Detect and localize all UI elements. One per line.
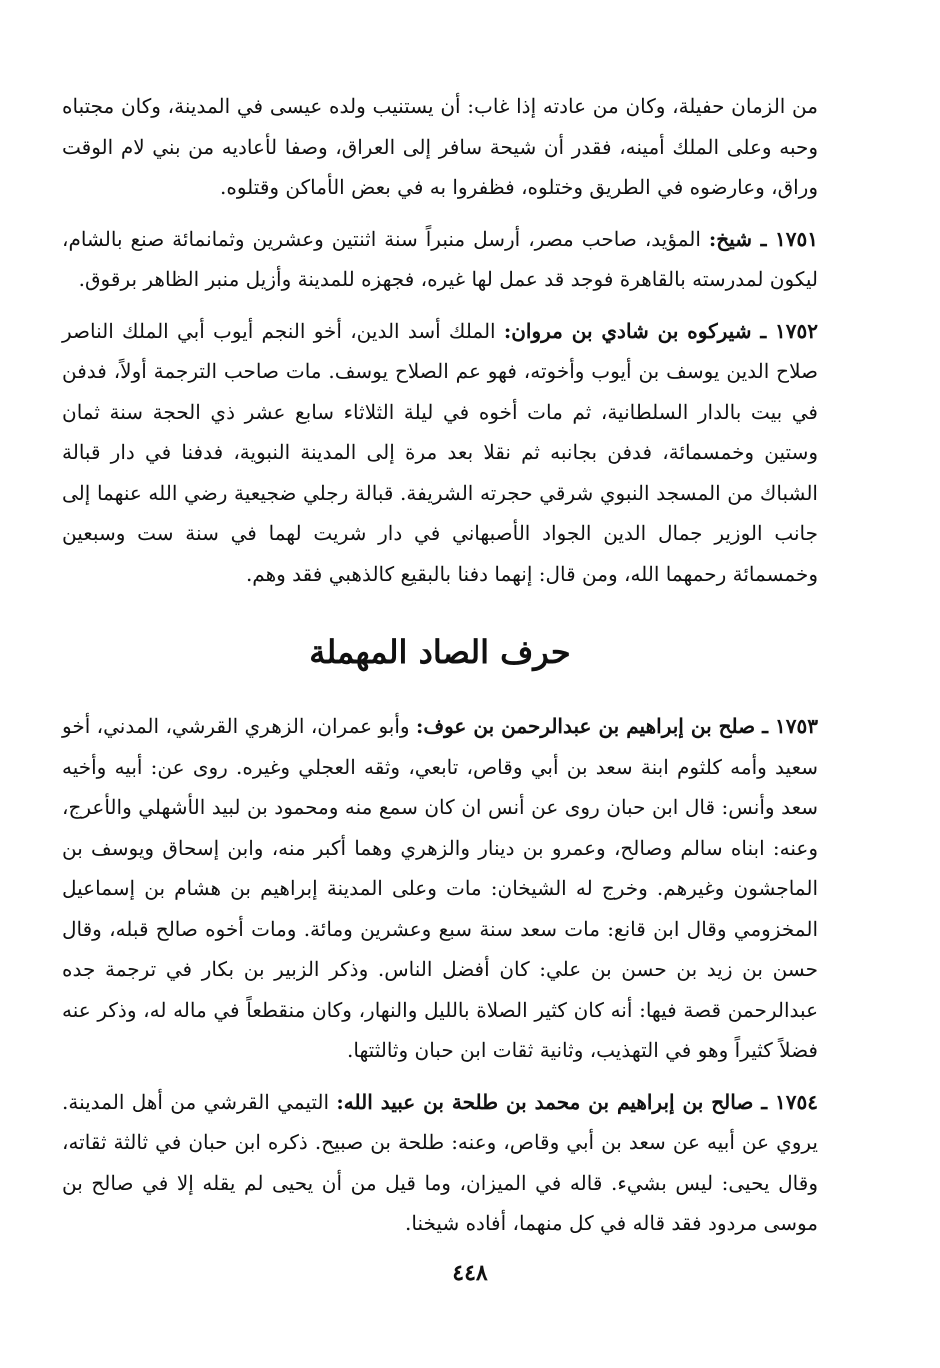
paragraph-text: من الزمان حفيلة، وكان من عادته إذا غاب: أن يستنيب ولده عيسى في المدينة، وكان مجتباه وحبه وعلى الملك أمينه، فقدر أن شيحة سافر إلى العراق، وصفا لأعاديه من بني لام الوقت وراق، وعارضوه في الطريق وختلوه، فظفروا به في بعض الأماكن وقتلوه.: [62, 94, 818, 199]
section-title: حرف الصاد المهملة: [309, 633, 571, 671]
continued-paragraph: [62, 86, 818, 208]
entry-heading: ١٧٥٣ ـ صلح بن إبراهيم بن عبدالرحمن بن عوف:: [415, 714, 818, 738]
entry-heading: ١٧٥٢ ـ شيركوه بن شادي بن مروان:: [503, 318, 818, 343]
entry-text: المؤيد، صاحب مصر، أرسل منبراً سنة اثنتين وعشرين وثمانمائة صنع بالشام، ليكون لمدرسته بالقاهرة فوجد قد عمل لها غيره، فجهزه للمدينة وأزيل منبر الظاهر برقوق.: [62, 226, 818, 291]
entry-text: وأبو عمران، الزهري القرشي، المدني، أخو سعيد وأمه كلثوم ابنة سعد بن أبي وقاص، تابعي، وثقه العجلي وغيره. روى عن: أبيه وأخيه سعد وأنس: قال ابن حبان روى عن أنس ان كان سمع منه ومحمود بن لبيد الأشهلي والأعرج، وعنه: ابناه سالم وصالح، وعمرو بن دينار والزهري وهما أكبر منه، وابن إسحاق ويوسف بن الماجشون وغيرهم. وخرج له الشيخان: مات وعلى المدينة إبراهيم بن هشام بن إسماعيل المخزومي وقال ابن قانع: مات سعد سنة سبع وعشرين ومائة. ومات أخوه صالح قبله، وقال حسن بن زيد بن حسن بن علي: كان أفضل الناس. وذكر الزبير بن بكار في ترجمة جده عبدالرحمن قصة فيها: أنه كان كثير الصلاة بالليل والنهار، وكان منقطعاً في ماله له، وذكر عنه فضلاً كثيراً وهو في التهذيب، وثانية ثقات ابن حبان وثالثتها.: [62, 714, 818, 1062]
page-body: [62, 86, 818, 1255]
entry-text: التيمي القرشي من أهل المدينة. يروي عن أبيه عن سعد بن أبي وقاص، وعنه: طلحة بن صبيح. ذكره ابن حبان في ثالثة ثقاته، وقال يحيى: ليس بشيء. قاله في الميزان، وما قيل من أن يحيى لم يقله إلا في صالح بن موسى مردود فقد قاله في كل منهما، أفاده شيخنا.: [62, 1089, 818, 1235]
entry-heading: ١٧٥٤ ـ صالح بن إبراهيم بن محمد بن طلحة بن عبيد الله:: [336, 1089, 818, 1114]
page-number: ٤٤٨: [452, 1260, 488, 1286]
entry-text: الملك أسد الدين، أخو النجم أيوب أبي الملك الناصر صلاح الدين يوسف بن أيوب وأخوته، فهو عم الصلاح يوسف. مات صاحب الترجمة أولاً، فدفن في بيت بالدار السلطانية، ثم مات أخوه في ليلة الثلاثاء سابع عشر ذي الحجة سنة ثمان وستين وخمسمائة، فدفن بجانبه ثم نقلا بعد مرة إلى المدينة النبوية، فدفنا في دار قبالة الشباك من المسجد النبوي شرقي حجرته الشريفة. قبالة رجلي ضجيعية رضي الله عنهما إلى جانب الوزير جمال الدين الجواد الأصبهاني في دار شريت لهما في سنة ست وسبعين وخمسمائة رحمهما الله، ومن قال: إنهما دفنا بالبقيع كالذهبي فقد وهم.: [62, 318, 818, 586]
entry-1751: [62, 219, 818, 300]
entry-1752: [62, 311, 818, 595]
entry-heading: ١٧٥١ ـ شيخ:: [708, 226, 818, 251]
entry-1754: [62, 1082, 818, 1244]
entry-1753: [62, 706, 818, 1071]
